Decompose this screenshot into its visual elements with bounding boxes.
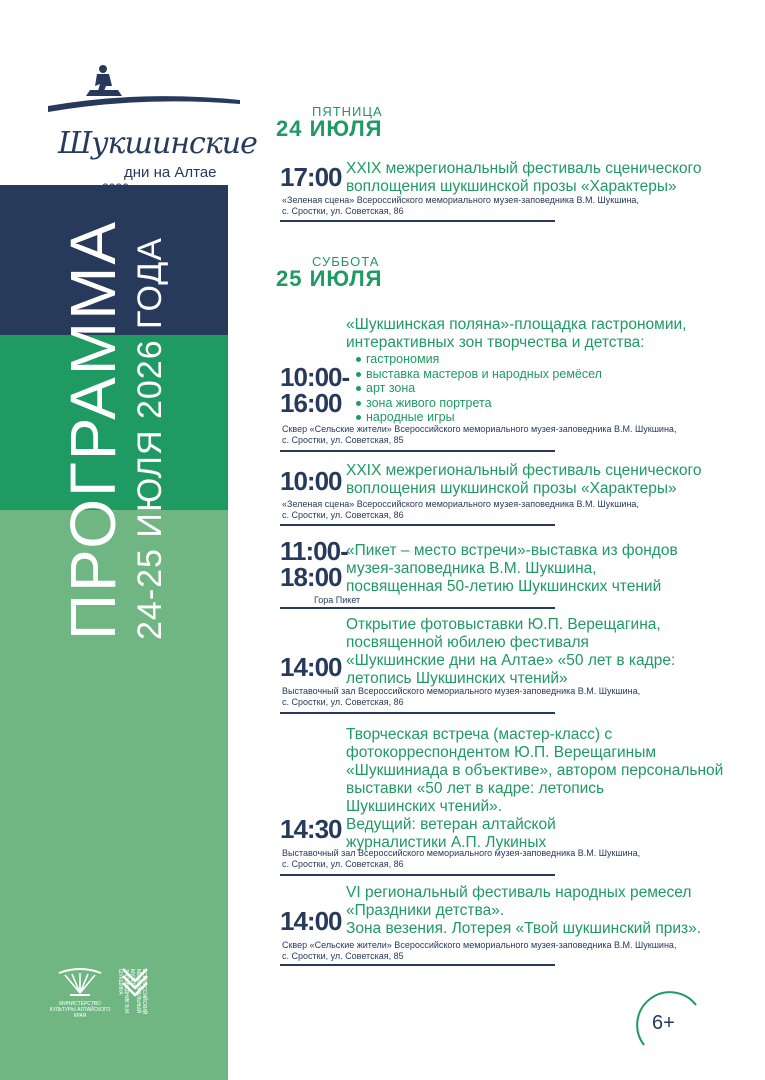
event-venue (282, 424, 676, 446)
event-time (280, 364, 349, 416)
day-heading-friday (276, 104, 383, 142)
event-title (346, 160, 701, 196)
event-title (346, 462, 701, 498)
program-heading: ПРОГРАММА (57, 219, 129, 640)
event-venue (282, 499, 639, 521)
title-line: «Пикет – место встречи»-выставка из фондов (346, 542, 678, 559)
title-line: воплощения шукшинской прозы «Характеры» (346, 178, 677, 195)
title-line: XXIX межрегиональный фестиваль сценического (346, 160, 702, 177)
event-item (276, 616, 746, 716)
venue-line: с. Сростки, ул. Советская, 86 (282, 510, 404, 520)
event-item (276, 462, 746, 532)
brand-name: Шукшинские (58, 126, 257, 161)
event-title (346, 316, 686, 425)
event-item (276, 884, 746, 970)
title-line: «Шукшинские дни на Алтае» «50 лет в кадре: (346, 652, 676, 669)
title-line: VI региональный фестиваль народных ремесел (346, 884, 692, 901)
time-start: 11:00- (280, 536, 348, 566)
monument-icon (40, 60, 250, 130)
day-heading-saturday (276, 254, 383, 292)
time-end: 16:00 (280, 388, 342, 418)
venue-line: с. Сростки, ул. Советская, 85 (282, 951, 404, 961)
venue-line: Сквер «Сельские жители» Всероссийского мемориального музея-заповедника В.М. Шукшина, (282, 424, 677, 434)
title-line: выставки «50 лет в кадре: летопись (346, 780, 605, 797)
event-venue (282, 686, 640, 708)
event-time (280, 538, 348, 590)
event-time: 14:00 (280, 652, 342, 682)
event-title (346, 542, 678, 596)
partner-logos (49, 965, 165, 1025)
venue-line: с. Сростки, ул. Советская, 86 (282, 697, 404, 707)
divider (280, 964, 555, 966)
divider (280, 524, 555, 526)
divider (280, 607, 555, 609)
title-line: посвященной юбилею фестиваля (346, 634, 589, 651)
event-venue (282, 848, 640, 870)
title-line: «Шукшинская поляна»-площадка гастрономии, (346, 316, 687, 333)
event-title (346, 616, 675, 688)
title-line: Творческая встреча (мастер-класс) с (346, 726, 613, 743)
time-end: 18:00 (280, 562, 342, 592)
venue-line: «Зеленая сцена» Всероссийского мемориального музея-заповедника В.М. Шукшина, (282, 195, 639, 205)
time-start: 10:00- (280, 362, 350, 392)
event-time: 10:00 (280, 466, 342, 496)
event-title (346, 726, 723, 852)
divider (280, 874, 555, 876)
title-line: Шукшинских чтений». (346, 798, 503, 815)
list-item: гастрономия (354, 352, 686, 367)
title-line: интерактивных зон творчества и детства: (346, 334, 645, 351)
event-venue (314, 595, 360, 606)
title-line: фотокорреспондентом Ю.П. Верещагиным (346, 744, 657, 761)
venue-line: Сквер «Сельские жители» Всероссийского мемориального музея-заповедника В.М. Шукшина, (282, 940, 677, 950)
divider (280, 712, 555, 714)
title-line: Открытие фотовыставки Ю.П. Верещагина, (346, 616, 661, 633)
weekday: СУББОТА (312, 254, 380, 269)
list-item: арт зона (354, 381, 686, 396)
museum-logo-caption: ВСЕРОССИЙСКИЙ МЕМОРИАЛЬНЫЙ МУЗЕЙ-ЗАПОВЕДНИК В.М. ШУКШИНА (117, 969, 147, 1015)
date: 25 ИЮЛЯ (276, 266, 383, 291)
venue-line: Выставочный зал Всероссийского мемориального музея-заповедника В.М. Шукшина, (282, 848, 641, 858)
list-item: выставка мастеров и народных ремёсел (354, 367, 686, 382)
title-line: посвященная 50-летию Шукшинских чтений (346, 578, 662, 595)
brand-subtitle: дни на Алтае (124, 164, 217, 181)
ministry-logo-caption: МИНИСТЕРСТВО КУЛЬТУРЫ АЛТАЙСКОГО КРАЯ (49, 1001, 111, 1019)
weekday: ПЯТНИЦА (312, 104, 383, 119)
brand-year: 2026 (102, 181, 129, 195)
event-venue (282, 940, 676, 962)
event-title (346, 884, 701, 938)
title-line: XXIX межрегиональный фестиваль сценического (346, 462, 702, 479)
list-item: народные игры (354, 410, 686, 425)
title-line: «Шукшиниада в объективе», автором персональной (346, 762, 724, 779)
title-line: Ведущий: ветеран алтайской (346, 816, 556, 833)
age-rating: 6+ (652, 1012, 675, 1034)
title-line: воплощения шукшинской прозы «Характеры» (346, 480, 677, 497)
title-line: «Праздники детства». (346, 902, 505, 919)
venue-line: с. Сростки, ул. Советская, 86 (282, 859, 404, 869)
event-item (276, 160, 746, 240)
event-time: 14:00 (280, 906, 342, 936)
title-line: Зона везения. Лотерея «Твой шукшинский приз». (346, 920, 702, 937)
festival-logo (40, 60, 257, 200)
event-venue (282, 195, 639, 217)
event-item (276, 316, 746, 456)
divider (280, 450, 555, 452)
venue-line: Гора Пикет (314, 595, 361, 605)
date: 24 ИЮЛЯ (276, 116, 383, 141)
feature-list (354, 352, 686, 425)
venue-line: с. Сростки, ул. Советская, 85 (282, 435, 404, 445)
event-item (276, 536, 746, 608)
venue-line: с. Сростки, ул. Советская, 86 (282, 206, 404, 216)
title-line: летопись Шукшинских чтений» (346, 670, 568, 687)
title-line: музея-заповедника В.М. Шукшина, (346, 560, 597, 577)
ministry-logo-icon (55, 967, 105, 999)
venue-line: Выставочный зал Всероссийского мемориального музея-заповедника В.М. Шукшина, (282, 686, 641, 696)
title-line: журналистики А.П. Лукиных (346, 834, 547, 851)
list-item: зона живого портрета (354, 396, 686, 411)
program-dates: 24-25 ИЮЛЯ 2026 ГОДА (131, 237, 169, 640)
venue-line: «Зеленая сцена» Всероссийского мемориального музея-заповедника В.М. Шукшина, (282, 499, 639, 509)
vertical-title (57, 219, 170, 640)
divider (280, 220, 555, 222)
event-time: 17:00 (280, 162, 342, 192)
event-item (276, 726, 756, 876)
event-time: 14:30 (280, 814, 342, 844)
